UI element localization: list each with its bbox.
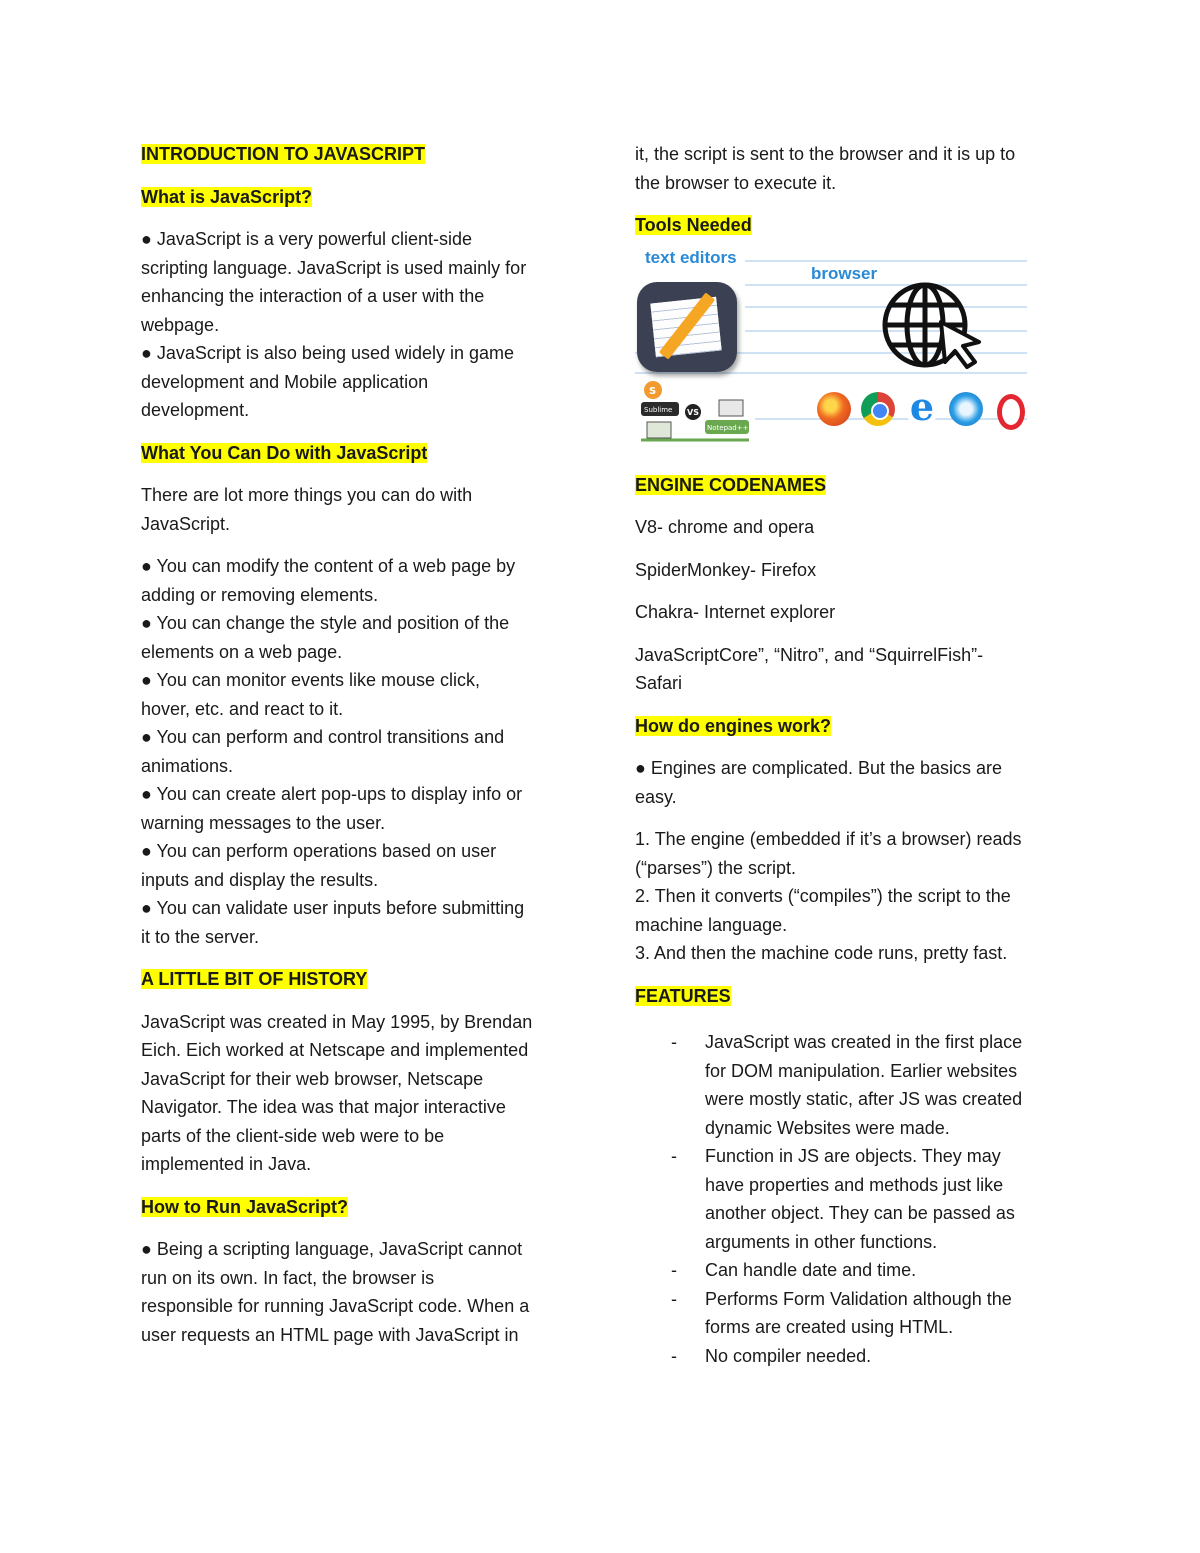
engine-spidermonkey: SpiderMonkey- Firefox — [635, 559, 817, 580]
run-text-continued: it, the script is sent to the browser and it is up to the browser to execute it. — [635, 144, 1016, 193]
engine-chakra: Chakra- Internet explorer — [635, 602, 836, 622]
what-is-text: ● JavaScript is a very powerful client-side scripting language. JavaScript is used mainly for enhancing the interaction of a user with the webpage. ● JavaScript is also being used widely in game development and Mobile application development. — [141, 229, 527, 420]
intro-heading: INTRODUCTION TO JAVASCRIPT — [141, 144, 426, 164]
history-text: JavaScript was created in May 1995, by Brendan Eich. Eich worked at Netscape and implemented JavaScript for their web browser, Netscape Navigator. The idea was that major interactive parts of the client-side web were to be implemented in Java. — [141, 1011, 533, 1174]
vs-label: VS — [687, 407, 699, 417]
safari-icon — [949, 392, 983, 426]
text-editors-label: text editors — [645, 247, 737, 267]
can-do-heading: What You Can Do with JavaScript — [141, 442, 428, 463]
opera-icon — [997, 394, 1025, 430]
sublime-label: Sublime — [644, 405, 673, 414]
editors-collage-icon — [639, 380, 751, 444]
chrome-icon — [861, 392, 895, 426]
tools-heading: Tools Needed — [635, 215, 752, 235]
list-item: - Can handle date and time. — [635, 1256, 1065, 1285]
firefox-icon — [817, 392, 851, 426]
features-heading: FEATURES — [635, 985, 731, 1006]
notepad-icon — [637, 282, 737, 372]
engine-javascriptcore: JavaScriptCore”, “Nitro”, and “SquirrelFish”- Safari — [635, 644, 984, 693]
can-do-intro: There are lot more things you can do with JavaScript. — [141, 485, 473, 534]
browser-label: browser — [811, 263, 878, 283]
browser-icons — [817, 383, 1025, 430]
list-item: - JavaScript was created in the first place for DOM manipulation. Earlier websites were mostly static, after JS was created dynamic Websites were made. — [635, 1028, 1065, 1142]
list-item: - No compiler needed. — [635, 1342, 1065, 1371]
left-column — [141, 140, 571, 1363]
right-column — [635, 140, 1065, 1370]
how-engines-steps: 1. The engine (embedded if it’s a browser) reads (“parses”) the script. 2. Then it converts (“compiles”) the script to the machine language. 3. And then the machine code runs, pretty fast. — [635, 829, 1022, 963]
list-item: - Function in JS are objects. They may have properties and methods just like another object. They can be passed as arguments in other functions. — [635, 1142, 1065, 1256]
engine-v8: V8- chrome and opera — [635, 517, 815, 537]
what-is-heading: What is JavaScript? — [141, 186, 313, 207]
can-do-list: ● You can modify the content of a web page by adding or removing elements. ● You can change the style and position of the elements on a web page. ● You can monitor events like mouse click, hover, etc. and react to it. ● You can perform and control transitions and animations. ● You can create alert pop-ups to display info or warning messages to the user. ● You can perform operations based on user inputs and display the results. ● You can validate user inputs before submitting it to the server. — [141, 556, 525, 947]
run-text: ● Being a scripting language, JavaScript cannot run on its own. In fact, the browser is responsible for running JavaScript code. When a user requests an HTML page with JavaScript in — [141, 1239, 530, 1345]
how-engines-heading: How do engines work? — [635, 715, 832, 736]
features-list — [635, 1028, 1065, 1370]
svg-text:S: S — [649, 385, 657, 397]
run-heading: How to Run JavaScript? — [141, 1196, 349, 1217]
internet-explorer-icon: e — [905, 392, 939, 426]
how-engines-bullet: ● Engines are complicated. But the basics are easy. — [635, 758, 1003, 807]
engine-heading: ENGINE CODENAMES — [635, 474, 827, 495]
history-heading: A LITTLE BIT OF HISTORY — [141, 969, 368, 989]
globe-cursor-icon — [875, 280, 987, 370]
list-item: - Performs Form Validation although the forms are created using HTML. — [635, 1285, 1065, 1342]
tools-figure — [635, 244, 1027, 449]
notepad-pp-label: Notepad++ — [707, 423, 749, 432]
